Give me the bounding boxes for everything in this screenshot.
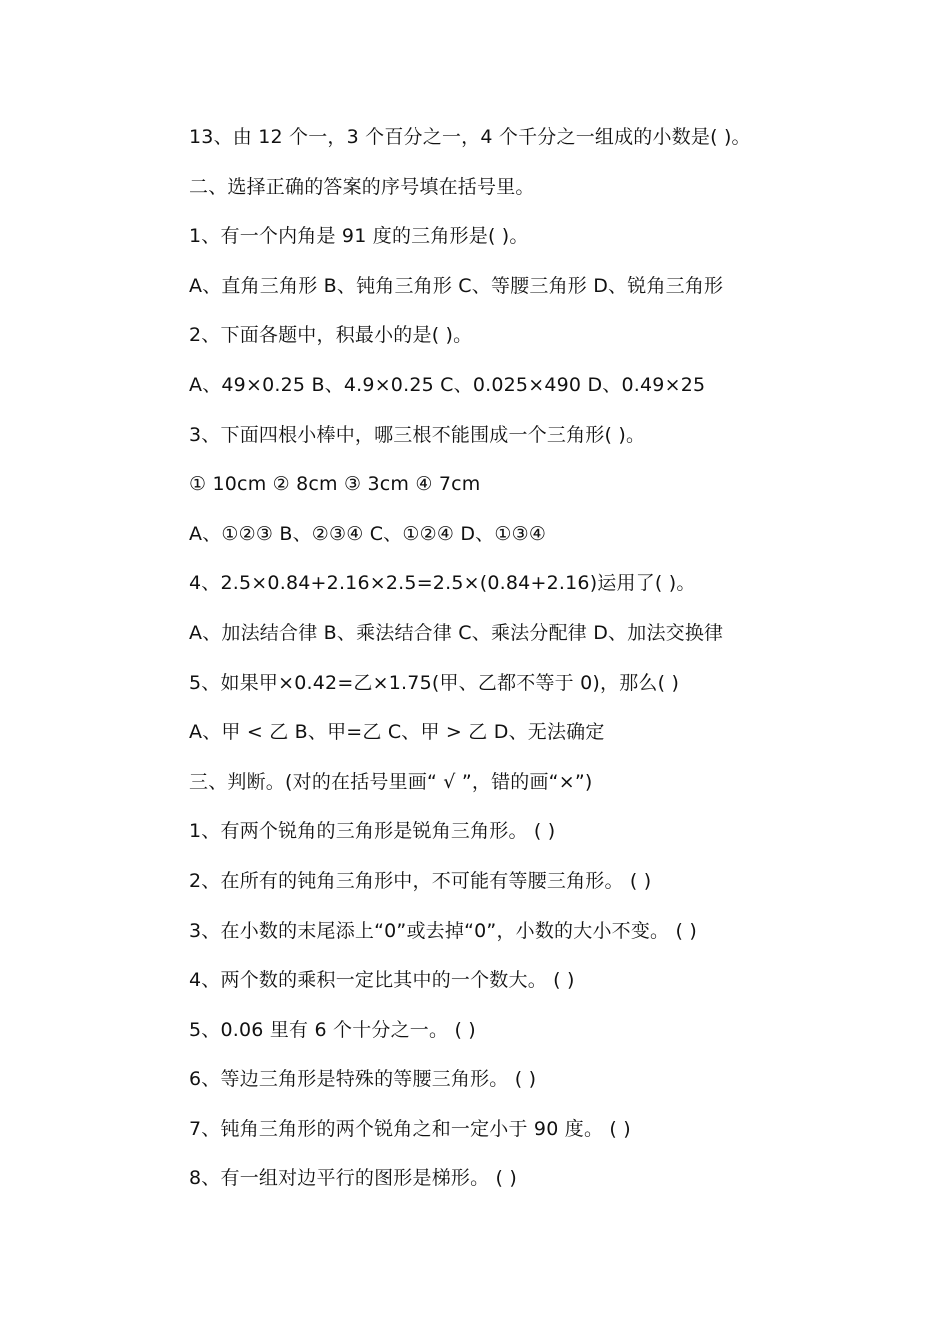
choice-question-2-options: A、49×0.25 B、4.9×0.25 C、0.025×490 D、0.49×25 xyxy=(189,373,706,396)
choice-question-3-options: A、①②③ B、②③④ C、①②④ D、①③④ xyxy=(189,522,547,545)
choice-question-1: 1、有一个内角是 91 度的三角形是( )。 xyxy=(189,225,529,248)
judgment-question-1: 1、有两个锐角的三角形是锐角三角形。 ( ) xyxy=(189,820,556,843)
section-2-heading: 二、选择正确的答案的序号填在括号里。 xyxy=(189,175,535,198)
document-body xyxy=(189,118,889,1209)
choice-question-3: 3、下面四根小棒中，哪三根不能围成一个三角形( )。 xyxy=(189,423,646,446)
judgment-question-3: 3、在小数的末尾添上“0”或去掉“0”，小数的大小不变。 ( ) xyxy=(189,919,697,942)
judgment-question-6: 6、等边三角形是特殊的等腰三角形。 ( ) xyxy=(189,1068,537,1091)
judgment-question-2: 2、在所有的钝角三角形中，不可能有等腰三角形。 ( ) xyxy=(189,869,652,892)
choice-question-1-options: A、直角三角形 B、钝角三角形 C、等腰三角形 D、锐角三角形 xyxy=(189,274,724,297)
question-13: 13、由 12 个一，3 个百分之一，4 个千分之一组成的小数是( )。 xyxy=(189,126,751,148)
choice-question-4: 4、2.5×0.84+2.16×2.5=2.5×(0.84+2.16)运用了( )。 xyxy=(189,572,696,595)
choice-question-4-options: A、加法结合律 B、乘法结合律 C、乘法分配律 D、加法交换律 xyxy=(189,621,724,644)
judgment-question-7: 7、钝角三角形的两个锐角之和一定小于 90 度。 ( ) xyxy=(189,1117,631,1140)
choice-question-5-options: A、甲 < 乙 B、甲=乙 C、甲 > 乙 D、无法确定 xyxy=(189,721,605,744)
judgment-question-4: 4、两个数的乘积一定比其中的一个数大。 ( ) xyxy=(189,969,575,992)
section-3-heading: 三、判断。(对的在括号里画“ √ ”，错的画“×”) xyxy=(189,770,593,793)
judgment-question-8: 8、有一组对边平行的图形是梯形。 ( ) xyxy=(189,1167,517,1190)
choice-question-2: 2、下面各题中，积最小的是( )。 xyxy=(189,324,473,347)
choice-question-3-sticks: ① 10cm ② 8cm ③ 3cm ④ 7cm xyxy=(189,473,481,496)
choice-question-5: 5、如果甲×0.42=乙×1.75(甲、乙都不等于 0)，那么( ) xyxy=(189,671,680,694)
judgment-question-5: 5、0.06 里有 6 个十分之一。 ( ) xyxy=(189,1018,476,1041)
